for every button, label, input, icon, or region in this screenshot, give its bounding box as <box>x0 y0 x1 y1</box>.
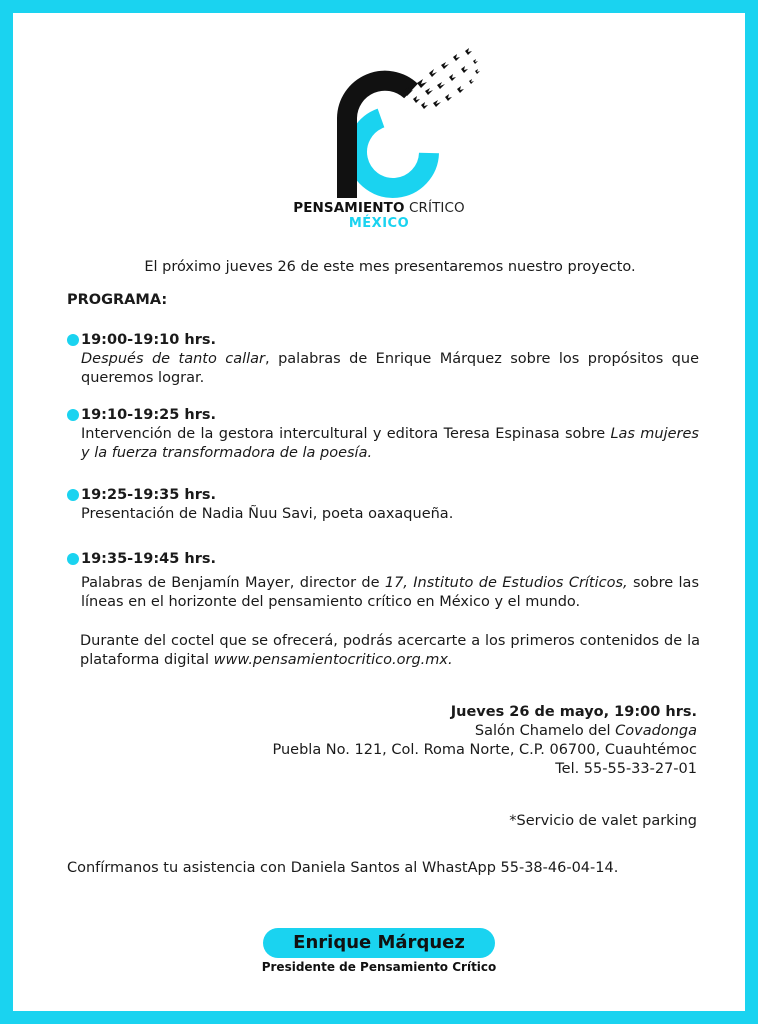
invitation-page <box>13 13 745 1011</box>
website-url[interactable]: www.pensamientocritico.org.mx. <box>213 652 453 668</box>
program-time-label: 19:35-19:45 hrs. <box>81 551 216 567</box>
program-time-label: 19:25-19:35 hrs. <box>81 487 216 503</box>
bullet-dot-icon <box>67 334 79 346</box>
program-description <box>67 574 699 612</box>
program-description <box>67 425 699 463</box>
program-title-italic: Después de tanto callar <box>81 351 266 367</box>
program-time <box>67 331 699 350</box>
program-text: , palabras de Enrique Márquez sobre los propósitos que queremos lograr. <box>81 351 699 386</box>
program-title-italic: 17, Instituto de Estudios Críticos, <box>384 575 628 591</box>
valet-note: *Servicio de valet parking <box>509 813 697 829</box>
venue-phone: Tel. 55-55-33-27-01 <box>555 761 697 777</box>
program-title-italic: Las mujeres y la fuerza transformadora de la poesía. <box>81 426 699 461</box>
program-item <box>67 550 699 612</box>
program-text: Presentación de Nadia Ñuu Savi, poeta oaxaqueña. <box>81 506 454 522</box>
bullet-dot-icon <box>67 553 79 565</box>
program-text: sobre las líneas en el horizonte del pensamiento crítico en México y el mundo. <box>81 575 699 610</box>
program-time <box>67 406 699 425</box>
note-text: Durante del coctel que se ofrecerá, podrás acercarte a los primeros contenidos de la plataforma digital <box>80 633 700 668</box>
bullet-dot-icon <box>67 409 79 421</box>
program-description <box>67 350 699 388</box>
program-text: Intervención de la gestora intercultural y editora Teresa Espinasa sobre <box>81 426 611 442</box>
venue-address: Puebla No. 121, Col. Roma Norte, C.P. 06700, Cuauhtémoc <box>272 742 697 758</box>
program-time <box>67 550 699 569</box>
program-item <box>67 331 699 388</box>
program-time-label: 19:00-19:10 hrs. <box>81 332 216 348</box>
brand-name-bold: PENSAMIENTO <box>293 200 405 216</box>
signature-name-pill: Enrique Márquez <box>263 928 495 958</box>
pensamiento-critico-logo <box>333 43 483 208</box>
brand-name-light: CRÍTICO <box>408 200 465 216</box>
intro-text: El próximo jueves 26 de este mes presentaremos nuestro proyecto. <box>144 259 636 275</box>
program-title: PROGRAMA: <box>67 292 168 308</box>
program-text: Palabras de Benjamín Mayer, director de <box>81 575 385 591</box>
program-description <box>67 505 699 524</box>
venue-place <box>272 722 697 741</box>
venue-place-text: Salón Chamelo del <box>474 723 616 739</box>
rsvp-text: Confírmanos tu asistencia con Daniela Santos al WhastApp 55-38-46-04-14. <box>67 860 619 876</box>
venue-place-italic: Covadonga <box>615 723 697 739</box>
brand-name <box>13 200 745 216</box>
signature-role: Presidente de Pensamiento Crítico <box>261 960 497 974</box>
program-item <box>67 486 699 524</box>
program-time <box>67 486 699 505</box>
bullet-dot-icon <box>67 489 79 501</box>
event-date: Jueves 26 de mayo, 19:00 hrs. <box>450 704 697 720</box>
program-time-label: 19:10-19:25 hrs. <box>81 407 216 423</box>
program-item <box>67 406 699 463</box>
brand-country: MÉXICO <box>348 216 410 231</box>
cocktail-note <box>80 632 700 670</box>
venue-details <box>272 703 697 779</box>
